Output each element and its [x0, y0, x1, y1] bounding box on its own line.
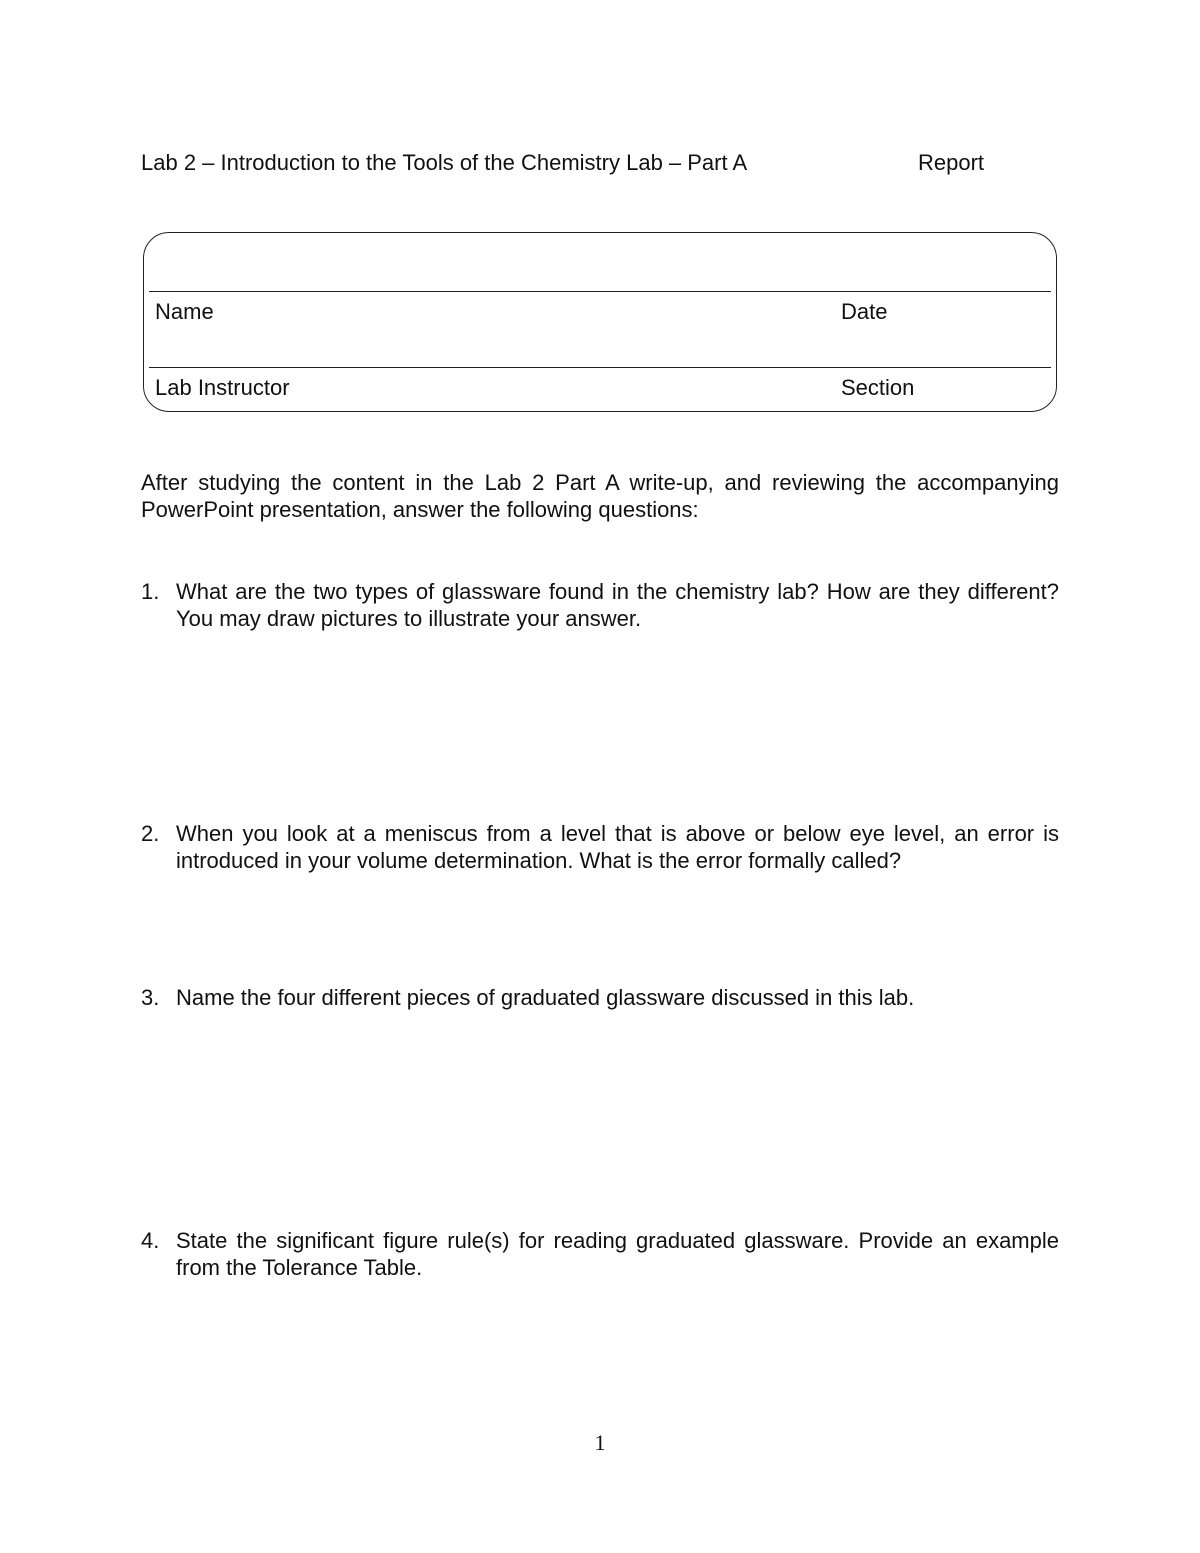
question-number: 1.	[141, 579, 160, 604]
lab-instructor-label: Lab Instructor	[155, 375, 290, 400]
question-text: Name the four different pieces of graduated glassware discussed in this lab.	[176, 985, 915, 1010]
question-text: What are the two types of glassware found in the chemistry lab? How are they different? You may draw pictures to illustrate your answer.	[176, 579, 1059, 631]
name-label: Name	[155, 299, 214, 324]
question-1	[141, 578, 1059, 632]
page-number: 1	[594, 1430, 606, 1455]
question-text: When you look at a meniscus from a level that is above or below eye level, an error is introduced in your volume determination. What is the error formally called?	[176, 821, 1059, 873]
question-2	[141, 820, 1059, 874]
question-4	[141, 1227, 1059, 1281]
question-number: 3.	[141, 985, 160, 1010]
question-number: 2.	[141, 821, 160, 846]
report-label: Report	[918, 150, 985, 175]
document-title: Lab 2 – Introduction to the Tools of the Chemistry Lab – Part A	[141, 150, 748, 175]
student-info-box	[143, 232, 1057, 412]
section-label: Section	[841, 375, 915, 400]
instructions-paragraph: After studying the content in the Lab 2 Part A write-up, and reviewing the accompanying PowerPoint presentation, answer the following questions:	[141, 470, 1059, 522]
date-label: Date	[841, 299, 888, 324]
name-date-line[interactable]	[149, 291, 1051, 292]
instructor-section-line[interactable]	[149, 367, 1051, 368]
question-3	[141, 984, 1059, 1011]
question-text: State the significant figure rule(s) for reading graduated glassware. Provide an example from the Tolerance Table.	[176, 1228, 1059, 1280]
question-number: 4.	[141, 1228, 160, 1253]
